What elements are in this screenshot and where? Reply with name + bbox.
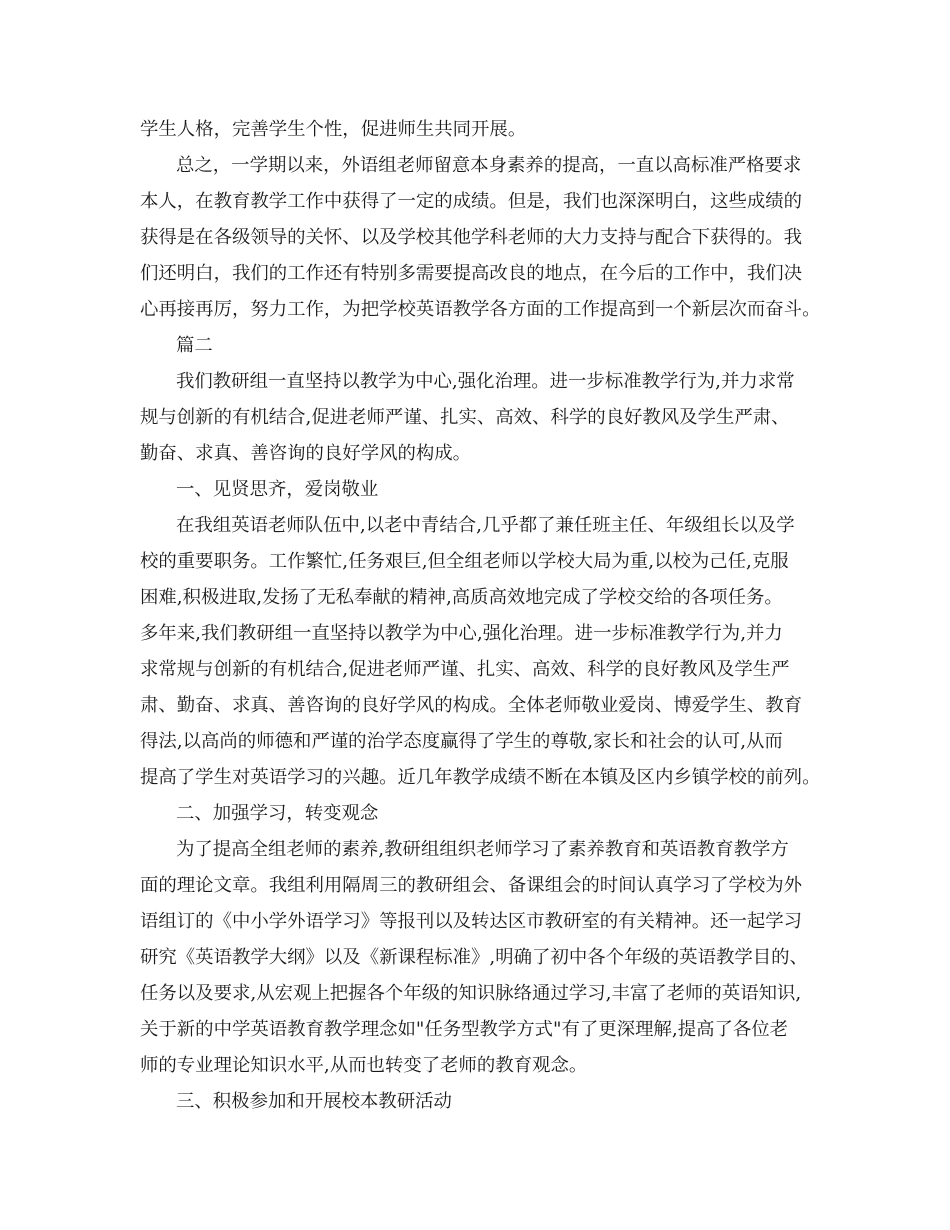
paragraph-line: 求常规与创新的有机结合,促进老师严谨、扎实、高效、科学的良好教风及学生严 [140,659,790,680]
paragraph-line: 心再接再厉，努力工作，为把学校英语教学各方面的工作提高到一个新层次而奋斗。 [140,299,821,320]
paragraph-line: 规与创新的有机结合,促进老师严谨、扎实、高效、科学的良好教风及学生严肃、 [140,407,790,428]
paragraph-line: 研究《英语教学大纲》以及《新课程标准》,明确了初中各个年级的英语教学目的、 [140,947,808,968]
section-heading: 二、加强学习，转变观念 [176,803,379,824]
paragraph-line: 勤奋、求真、善咨询的良好学风的构成。 [140,443,472,464]
paragraph-line: 们还明白，我们的工作还有特别多需要提高改良的地点，在今后的工作中，我们决 [140,263,803,284]
paragraph-line: 语组订的《中小学外语学习》等报刊以及转达区市教研室的有关精神。还一起学习 [140,911,803,932]
paragraph-line: 多年来,我们教研组一直坚持以教学为中心,强化治理。进一步标准教学行为,并力 [140,623,783,644]
paragraph-line: 肃、勤奋、求真、善咨询的良好学风的构成。全体老师敬业爱岗、博爱学生、教育 [140,695,803,716]
document-body [140,112,820,1120]
paragraph-line: 关于新的中学英语教育教学理念如"任务型教学方式"有了更深理解,提高了各位老 [140,1019,789,1040]
paragraph-line: 本人，在教育教学工作中获得了一定的成绩。但是，我们也深深明白，这些成绩的 [140,191,803,212]
paragraph-line: 面的理论文章。我组利用隔周三的教研组会、备课组会的时间认真学习了学校为外 [140,875,803,896]
section-heading: 一、见贤思齐，爱岗敬业 [176,479,379,500]
paragraph-line: 学生人格，完善学生个性，促进师生共同开展。 [140,119,527,140]
paragraph-line: 困难,积极进取,发扬了无私奉献的精神,高质高效地完成了学校交给的各项任务。 [140,587,783,608]
paragraph-line: 总之，一学期以来，外语组老师留意本身素养的提高，一直以高标准严格要求 [176,155,802,176]
paragraph-line: 获得是在各级领导的关怀、以及学校其他学科老师的大力支持与配合下获得的。我 [140,227,803,248]
paragraph-line: 在我组英语老师队伍中,以老中青结合,几乎都了兼任班主任、年级组长以及学 [176,515,795,536]
paragraph-line: 得法,以高尚的师德和严谨的治学态度赢得了学生的尊敬,家长和社会的认可,从而 [140,731,783,752]
paragraph-line: 我们教研组一直坚持以教学为中心,强化治理。进一步标准教学行为,并力求常 [176,371,795,392]
paragraph-line: 师的专业理论知识水平,从而也转变了老师的教育观念。 [140,1055,588,1076]
section-heading: 篇二 [176,335,213,356]
paragraph-line: 为了提高全组老师的素养,教研组组织老师学习了素养教育和英语教育教学方 [176,839,789,860]
paragraph-line: 任务以及要求,从宏观上把握各个年级的知识脉络通过学习,丰富了老师的英语知识, [140,983,802,1004]
paragraph-line: 校的重要职务。工作繁忙,任务艰巨,但全组老师以学校大局为重,以校为己任,克服 [140,551,789,572]
paragraph-line: 提高了学生对英语学习的兴趣。近几年教学成绩不断在本镇及区内乡镇学校的前列。 [140,767,821,788]
section-heading: 三、积极参加和开展校本教研活动 [176,1091,452,1112]
